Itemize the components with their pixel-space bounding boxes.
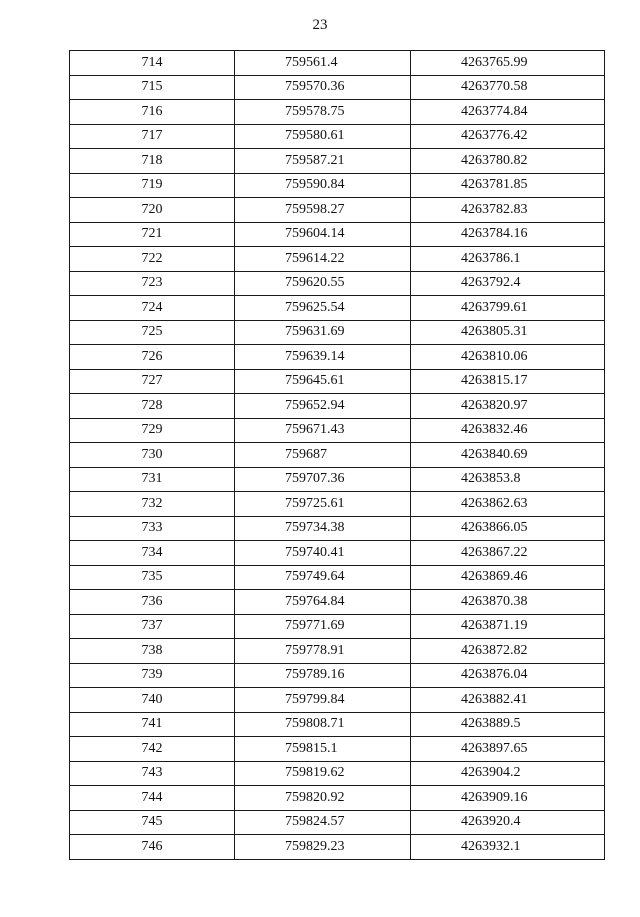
x-coordinate-cell: 759561.4 (235, 51, 411, 76)
table-row (70, 663, 605, 688)
table-row (70, 418, 605, 443)
x-coordinate-cell: 759590.84 (235, 173, 411, 198)
x-coordinate-cell: 759687 (235, 443, 411, 468)
point-id-cell: 729 (70, 418, 235, 443)
y-coordinate-cell: 4263780.82 (411, 149, 605, 174)
table-row (70, 149, 605, 174)
y-coordinate-cell: 4263820.97 (411, 394, 605, 419)
x-coordinate-cell: 759734.38 (235, 516, 411, 541)
table-row (70, 173, 605, 198)
x-coordinate-cell: 759778.91 (235, 639, 411, 664)
table-row (70, 75, 605, 100)
x-coordinate-cell: 759620.55 (235, 271, 411, 296)
y-coordinate-cell: 4263805.31 (411, 320, 605, 345)
table-row (70, 467, 605, 492)
table-row (70, 590, 605, 615)
x-coordinate-cell: 759614.22 (235, 247, 411, 272)
page-number: 23 (312, 17, 328, 33)
y-coordinate-cell: 4263776.42 (411, 124, 605, 149)
y-coordinate-cell: 4263904.2 (411, 761, 605, 786)
y-coordinate-cell: 4263781.85 (411, 173, 605, 198)
point-id-cell: 728 (70, 394, 235, 419)
y-coordinate-cell: 4263792.4 (411, 271, 605, 296)
table-row (70, 247, 605, 272)
table-row (70, 296, 605, 321)
table-row (70, 810, 605, 835)
table-row (70, 639, 605, 664)
point-id-cell: 717 (70, 124, 235, 149)
coordinates-table (69, 50, 605, 860)
point-id-cell: 721 (70, 222, 235, 247)
x-coordinate-cell: 759725.61 (235, 492, 411, 517)
table-row (70, 394, 605, 419)
point-id-cell: 741 (70, 712, 235, 737)
table-row (70, 761, 605, 786)
y-coordinate-cell: 4263897.65 (411, 737, 605, 762)
x-coordinate-cell: 759625.54 (235, 296, 411, 321)
point-id-cell: 714 (70, 51, 235, 76)
point-id-cell: 719 (70, 173, 235, 198)
x-coordinate-cell: 759749.64 (235, 565, 411, 590)
x-coordinate-cell: 759631.69 (235, 320, 411, 345)
point-id-cell: 733 (70, 516, 235, 541)
y-coordinate-cell: 4263909.16 (411, 786, 605, 811)
point-id-cell: 743 (70, 761, 235, 786)
table-row (70, 100, 605, 125)
x-coordinate-cell: 759799.84 (235, 688, 411, 713)
point-id-cell: 720 (70, 198, 235, 223)
y-coordinate-cell: 4263869.46 (411, 565, 605, 590)
y-coordinate-cell: 4263770.58 (411, 75, 605, 100)
table-row (70, 443, 605, 468)
y-coordinate-cell: 4263853.8 (411, 467, 605, 492)
x-coordinate-cell: 759639.14 (235, 345, 411, 370)
x-coordinate-cell: 759645.61 (235, 369, 411, 394)
point-id-cell: 722 (70, 247, 235, 272)
point-id-cell: 740 (70, 688, 235, 713)
x-coordinate-cell: 759580.61 (235, 124, 411, 149)
point-id-cell: 730 (70, 443, 235, 468)
table-row (70, 712, 605, 737)
point-id-cell: 715 (70, 75, 235, 100)
y-coordinate-cell: 4263889.5 (411, 712, 605, 737)
y-coordinate-cell: 4263932.1 (411, 835, 605, 860)
y-coordinate-cell: 4263866.05 (411, 516, 605, 541)
point-id-cell: 727 (70, 369, 235, 394)
x-coordinate-cell: 759808.71 (235, 712, 411, 737)
x-coordinate-cell: 759829.23 (235, 835, 411, 860)
table-row (70, 345, 605, 370)
point-id-cell: 723 (70, 271, 235, 296)
table-row (70, 51, 605, 76)
point-id-cell: 718 (70, 149, 235, 174)
x-coordinate-cell: 759570.36 (235, 75, 411, 100)
y-coordinate-cell: 4263882.41 (411, 688, 605, 713)
y-coordinate-cell: 4263810.06 (411, 345, 605, 370)
y-coordinate-cell: 4263870.38 (411, 590, 605, 615)
y-coordinate-cell: 4263832.46 (411, 418, 605, 443)
x-coordinate-cell: 759652.94 (235, 394, 411, 419)
table-row (70, 565, 605, 590)
y-coordinate-cell: 4263765.99 (411, 51, 605, 76)
y-coordinate-cell: 4263784.16 (411, 222, 605, 247)
point-id-cell: 716 (70, 100, 235, 125)
table-row (70, 614, 605, 639)
point-id-cell: 732 (70, 492, 235, 517)
x-coordinate-cell: 759820.92 (235, 786, 411, 811)
table-row (70, 541, 605, 566)
table-row (70, 516, 605, 541)
x-coordinate-cell: 759771.69 (235, 614, 411, 639)
point-id-cell: 735 (70, 565, 235, 590)
x-coordinate-cell: 759604.14 (235, 222, 411, 247)
y-coordinate-cell: 4263799.61 (411, 296, 605, 321)
y-coordinate-cell: 4263862.63 (411, 492, 605, 517)
coordinates-table-body (70, 51, 605, 860)
x-coordinate-cell: 759707.36 (235, 467, 411, 492)
x-coordinate-cell: 759764.84 (235, 590, 411, 615)
x-coordinate-cell: 759789.16 (235, 663, 411, 688)
table-row (70, 198, 605, 223)
table-row (70, 271, 605, 296)
point-id-cell: 724 (70, 296, 235, 321)
table-row (70, 688, 605, 713)
y-coordinate-cell: 4263867.22 (411, 541, 605, 566)
point-id-cell: 726 (70, 345, 235, 370)
point-id-cell: 744 (70, 786, 235, 811)
table-row (70, 320, 605, 345)
point-id-cell: 737 (70, 614, 235, 639)
point-id-cell: 742 (70, 737, 235, 762)
x-coordinate-cell: 759671.43 (235, 418, 411, 443)
x-coordinate-cell: 759587.21 (235, 149, 411, 174)
y-coordinate-cell: 4263786.1 (411, 247, 605, 272)
x-coordinate-cell: 759578.75 (235, 100, 411, 125)
table-row (70, 124, 605, 149)
x-coordinate-cell: 759598.27 (235, 198, 411, 223)
y-coordinate-cell: 4263840.69 (411, 443, 605, 468)
x-coordinate-cell: 759824.57 (235, 810, 411, 835)
point-id-cell: 746 (70, 835, 235, 860)
y-coordinate-cell: 4263782.83 (411, 198, 605, 223)
table-row (70, 737, 605, 762)
table-row (70, 786, 605, 811)
point-id-cell: 738 (70, 639, 235, 664)
table-row (70, 222, 605, 247)
point-id-cell: 739 (70, 663, 235, 688)
point-id-cell: 731 (70, 467, 235, 492)
x-coordinate-cell: 759819.62 (235, 761, 411, 786)
table-row (70, 492, 605, 517)
point-id-cell: 725 (70, 320, 235, 345)
point-id-cell: 734 (70, 541, 235, 566)
y-coordinate-cell: 4263920.4 (411, 810, 605, 835)
y-coordinate-cell: 4263871.19 (411, 614, 605, 639)
table-row (70, 369, 605, 394)
y-coordinate-cell: 4263774.84 (411, 100, 605, 125)
y-coordinate-cell: 4263876.04 (411, 663, 605, 688)
point-id-cell: 745 (70, 810, 235, 835)
point-id-cell: 736 (70, 590, 235, 615)
y-coordinate-cell: 4263872.82 (411, 639, 605, 664)
table-row (70, 835, 605, 860)
y-coordinate-cell: 4263815.17 (411, 369, 605, 394)
x-coordinate-cell: 759740.41 (235, 541, 411, 566)
x-coordinate-cell: 759815.1 (235, 737, 411, 762)
